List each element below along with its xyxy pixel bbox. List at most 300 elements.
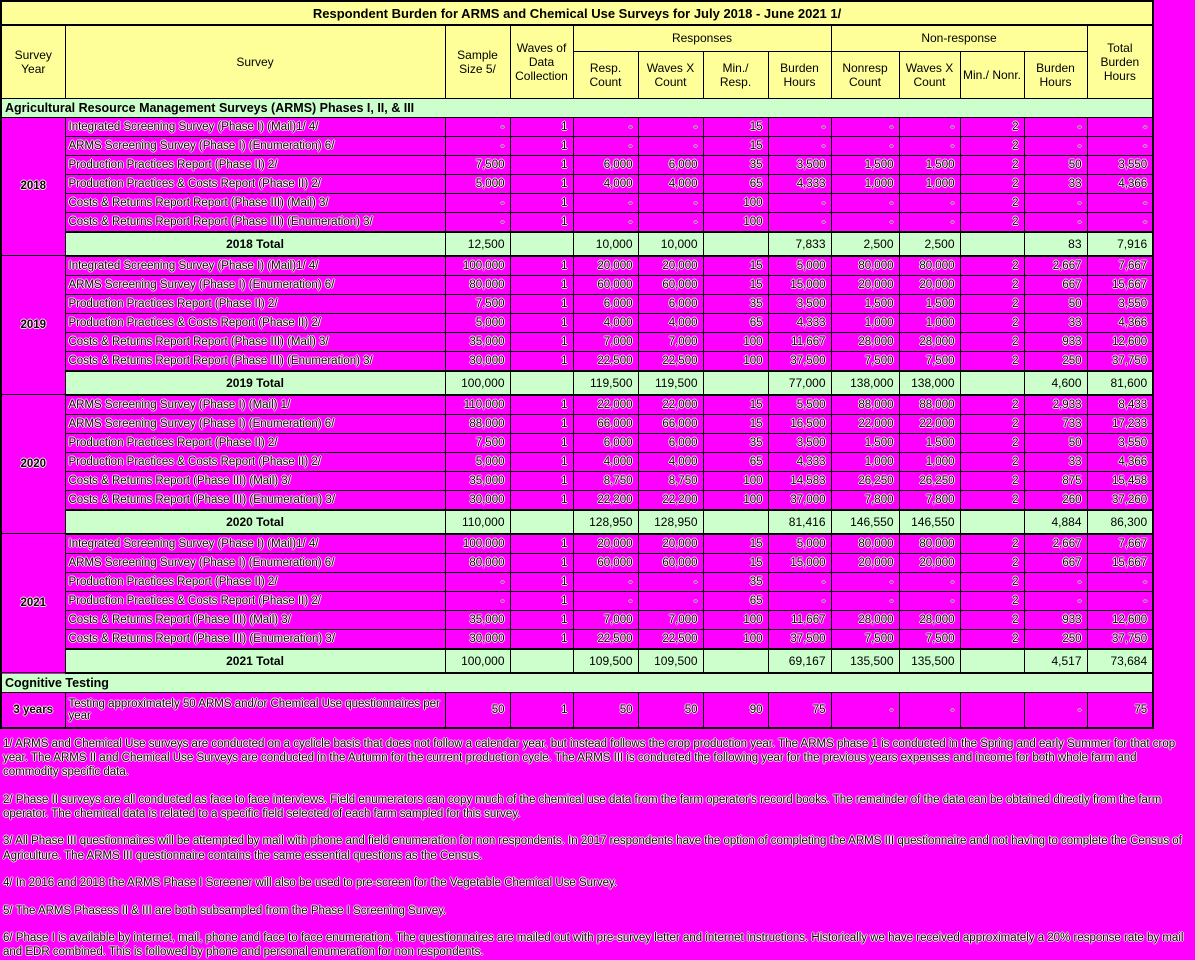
value-cell: - bbox=[445, 572, 510, 591]
value-cell: 20,000 bbox=[831, 275, 899, 294]
value-cell: - bbox=[573, 591, 638, 610]
value-cell: 733 bbox=[1024, 414, 1087, 433]
value-cell: - bbox=[638, 136, 703, 155]
survey-name-cell: Integrated Screening Survey (Phase I) (Mail)1/ 4/ bbox=[65, 256, 445, 276]
value-cell: 1 bbox=[510, 395, 573, 415]
value-cell: 100 bbox=[703, 212, 768, 232]
value-cell: 37,750 bbox=[1087, 629, 1153, 649]
value-cell: 35 bbox=[703, 155, 768, 174]
total-value-cell: 4,600 bbox=[1024, 371, 1087, 395]
value-cell: - bbox=[768, 193, 831, 212]
value-cell: 37,260 bbox=[1087, 490, 1153, 510]
total-value-cell bbox=[510, 510, 573, 534]
total-value-cell bbox=[510, 371, 573, 395]
value-cell: 1,500 bbox=[899, 155, 960, 174]
value-cell: 30,000 bbox=[445, 351, 510, 371]
value-cell: - bbox=[1024, 591, 1087, 610]
header-group-row bbox=[1, 25, 1153, 51]
value-cell: 7,000 bbox=[638, 332, 703, 351]
value-cell: 7,000 bbox=[573, 610, 638, 629]
value-cell: 15,458 bbox=[1087, 471, 1153, 490]
col-header-nonresp-burden-hours: Burden Hours bbox=[1024, 51, 1087, 98]
value-cell: 3,500 bbox=[768, 433, 831, 452]
value-cell: 88,000 bbox=[831, 395, 899, 415]
survey-name-cell: Integrated Screening Survey (Phase I) (Mail)1/ 4/ bbox=[65, 117, 445, 136]
value-cell: - bbox=[1024, 193, 1087, 212]
value-cell: 30,000 bbox=[445, 490, 510, 510]
total-value-cell bbox=[960, 371, 1024, 395]
value-cell: 65 bbox=[703, 591, 768, 610]
total-value-cell bbox=[510, 232, 573, 256]
value-cell: 2 bbox=[960, 174, 1024, 193]
value-cell: 1 bbox=[510, 591, 573, 610]
value-cell: 2,667 bbox=[1024, 534, 1087, 554]
value-cell: 28,000 bbox=[831, 610, 899, 629]
total-value-cell: 128,950 bbox=[638, 510, 703, 534]
value-cell: 3,500 bbox=[768, 294, 831, 313]
value-cell: 66,000 bbox=[638, 414, 703, 433]
total-label-cell: 2019 Total bbox=[65, 371, 445, 395]
value-cell: 4,000 bbox=[638, 313, 703, 332]
value-cell: 7,800 bbox=[899, 490, 960, 510]
value-cell: 22,000 bbox=[899, 414, 960, 433]
value-cell: - bbox=[831, 136, 899, 155]
survey-name-cell: Production Practices Report (Phase II) 2/ bbox=[65, 294, 445, 313]
value-cell: 22,000 bbox=[573, 395, 638, 415]
value-cell: - bbox=[899, 212, 960, 232]
survey-year-cell: 2020 bbox=[1, 395, 65, 534]
total-value-cell: 81,416 bbox=[768, 510, 831, 534]
col-header-min-nonr: Min./ Nonr. bbox=[960, 51, 1024, 98]
total-value-cell: 86,300 bbox=[1087, 510, 1153, 534]
value-cell: 1 bbox=[510, 433, 573, 452]
value-cell: 35 bbox=[703, 294, 768, 313]
total-value-cell: 2,500 bbox=[831, 232, 899, 256]
total-value-cell bbox=[960, 649, 1024, 673]
value-cell: 20,000 bbox=[573, 256, 638, 276]
survey-name-cell: Production Practices & Costs Report (Phase II) 2/ bbox=[65, 313, 445, 332]
value-cell: 667 bbox=[1024, 553, 1087, 572]
value-cell: 26,250 bbox=[899, 471, 960, 490]
value-cell: 1,500 bbox=[831, 433, 899, 452]
value-cell: - bbox=[638, 591, 703, 610]
value-cell: - bbox=[899, 193, 960, 212]
value-cell: 2 bbox=[960, 117, 1024, 136]
value-cell: 4,333 bbox=[768, 174, 831, 193]
value-cell: 20,000 bbox=[638, 256, 703, 276]
value-cell: 1,000 bbox=[831, 452, 899, 471]
survey-data-row bbox=[1, 212, 1153, 232]
value-cell: 2 bbox=[960, 256, 1024, 276]
value-cell: 88,000 bbox=[899, 395, 960, 415]
value-cell: 60,000 bbox=[638, 553, 703, 572]
footnote: 1/ ARMS and Chemical Use surveys are conducted on a cyclicle basis that does not follow a calendar year, but instead follows the crop production year. The ARMS phase 1 is conducted in the Spring and early Summer for that crop year. The ARMS II and Chemical Use Surveys are conducted in the Autumn for the current production cycle. The ARMS III is conducted the following year for the previous years expenses and income for both whole farm and commodity specific data. bbox=[3, 737, 1176, 779]
value-cell: 5,500 bbox=[768, 395, 831, 415]
survey-name-cell: Production Practices Report (Phase II) 2/ bbox=[65, 572, 445, 591]
survey-data-row bbox=[1, 136, 1153, 155]
year-total-row bbox=[1, 371, 1153, 395]
survey-year-cell: 2019 bbox=[1, 256, 65, 395]
survey-data-row bbox=[1, 117, 1153, 136]
value-cell: 80,000 bbox=[831, 534, 899, 554]
value-cell: 7,500 bbox=[445, 155, 510, 174]
survey-data-row bbox=[1, 591, 1153, 610]
value-cell: - bbox=[1087, 117, 1153, 136]
total-value-cell: 73,684 bbox=[1087, 649, 1153, 673]
survey-name-cell: Production Practices & Costs Report (Phase II) 2/ bbox=[65, 452, 445, 471]
value-cell: - bbox=[768, 136, 831, 155]
total-value-cell: 100,000 bbox=[445, 649, 510, 673]
value-cell: 1 bbox=[510, 471, 573, 490]
survey-name-cell: Integrated Screening Survey (Phase I) (Mail)1/ 4/ bbox=[65, 534, 445, 554]
value-cell: 65 bbox=[703, 313, 768, 332]
total-value-cell: 10,000 bbox=[638, 232, 703, 256]
value-cell: 1 bbox=[510, 136, 573, 155]
survey-name-cell: Production Practices Report (Phase II) 2/ bbox=[65, 433, 445, 452]
total-value-cell: 69,167 bbox=[768, 649, 831, 673]
total-value-cell bbox=[703, 371, 768, 395]
value-cell: 14,583 bbox=[768, 471, 831, 490]
value-cell: - bbox=[1024, 692, 1087, 728]
value-cell: 2 bbox=[960, 332, 1024, 351]
value-cell: - bbox=[831, 572, 899, 591]
value-cell: 60,000 bbox=[638, 275, 703, 294]
value-cell: 1 bbox=[510, 193, 573, 212]
value-cell: 1 bbox=[510, 629, 573, 649]
total-value-cell: 83 bbox=[1024, 232, 1087, 256]
value-cell: 12,600 bbox=[1087, 332, 1153, 351]
survey-data-row bbox=[1, 452, 1153, 471]
value-cell: 28,000 bbox=[899, 332, 960, 351]
value-cell: 2 bbox=[960, 136, 1024, 155]
value-cell: 2 bbox=[960, 414, 1024, 433]
value-cell: 1,500 bbox=[831, 294, 899, 313]
value-cell: 6,000 bbox=[573, 433, 638, 452]
value-cell: - bbox=[573, 117, 638, 136]
value-cell: 35 bbox=[703, 433, 768, 452]
value-cell: 1,500 bbox=[831, 155, 899, 174]
total-value-cell: 146,550 bbox=[899, 510, 960, 534]
value-cell: 12,600 bbox=[1087, 610, 1153, 629]
value-cell: 4,366 bbox=[1087, 174, 1153, 193]
value-cell: 37,750 bbox=[1087, 351, 1153, 371]
value-cell: 1,000 bbox=[831, 174, 899, 193]
value-cell: 11,667 bbox=[768, 332, 831, 351]
value-cell: 100 bbox=[703, 490, 768, 510]
value-cell: 100,000 bbox=[445, 534, 510, 554]
survey-name-cell: Costs & Returns Report Report (Phase III) (Enumeration) 3/ bbox=[65, 351, 445, 371]
total-value-cell: 10,000 bbox=[573, 232, 638, 256]
value-cell: 100 bbox=[703, 629, 768, 649]
value-cell: 3,550 bbox=[1087, 433, 1153, 452]
col-header-nonresp-count: Nonresp Count bbox=[831, 51, 899, 98]
value-cell: 6,000 bbox=[638, 433, 703, 452]
survey-name-cell: Production Practices & Costs Report (Phase II) 2/ bbox=[65, 591, 445, 610]
value-cell: 26,250 bbox=[831, 471, 899, 490]
footnote: 6/ Phase I is available by internet, mail, phone and face to face enumeration. The questionnaires are mailed out with pre-survey letter and internet instructions. Historically we have received approximately a 20% response rate by mail and EDR combined. This is followed by phone and personal enumeration for non respondents. bbox=[3, 931, 1184, 959]
value-cell: 5,000 bbox=[445, 452, 510, 471]
value-cell: - bbox=[445, 117, 510, 136]
value-cell: 100 bbox=[703, 610, 768, 629]
total-label-cell: 2020 Total bbox=[65, 510, 445, 534]
value-cell: 4,366 bbox=[1087, 313, 1153, 332]
value-cell: - bbox=[638, 572, 703, 591]
value-cell: - bbox=[831, 591, 899, 610]
survey-name-cell: ARMS Screening Survey (Phase I) (Enumeration) 6/ bbox=[65, 136, 445, 155]
footnote: 5/ The ARMS Phasess II & III are both subsampled from the Phase I Screening Survey. bbox=[3, 904, 447, 917]
value-cell: 1 bbox=[510, 294, 573, 313]
value-cell: - bbox=[1024, 117, 1087, 136]
value-cell: 15 bbox=[703, 136, 768, 155]
value-cell: 22,500 bbox=[573, 629, 638, 649]
value-cell: 88,000 bbox=[445, 414, 510, 433]
value-cell: 1 bbox=[510, 351, 573, 371]
value-cell: 1 bbox=[510, 610, 573, 629]
total-value-cell: 138,000 bbox=[899, 371, 960, 395]
value-cell: 7,667 bbox=[1087, 534, 1153, 554]
value-cell: 8,433 bbox=[1087, 395, 1153, 415]
total-value-cell: 128,950 bbox=[573, 510, 638, 534]
value-cell: 28,000 bbox=[899, 610, 960, 629]
total-label-cell: 2021 Total bbox=[65, 649, 445, 673]
survey-name-cell: Costs & Returns Report (Phase III) (Mail) 3/ bbox=[65, 610, 445, 629]
value-cell: 16,500 bbox=[768, 414, 831, 433]
value-cell: 15,000 bbox=[768, 275, 831, 294]
value-cell: 7,000 bbox=[638, 610, 703, 629]
value-cell: 50 bbox=[1024, 155, 1087, 174]
value-cell: 50 bbox=[445, 692, 510, 728]
footnote: 3/ All Phase III questionnaires will be attempted by mail with phone and field enumeration for non respondents. In 2017 respondents have the option of completing the ARMS III questionnaire and not having to complete the Census of Agriculture. The ARMS III questionnaire contains the same essential questions as the Census. bbox=[3, 835, 1182, 862]
col-group-responses: Responses bbox=[573, 25, 831, 51]
value-cell: 90 bbox=[703, 692, 768, 728]
value-cell: 1 bbox=[510, 414, 573, 433]
value-cell: - bbox=[1024, 572, 1087, 591]
value-cell: - bbox=[445, 212, 510, 232]
footnotes-section bbox=[0, 729, 1195, 960]
value-cell: 50 bbox=[573, 692, 638, 728]
value-cell: 933 bbox=[1024, 610, 1087, 629]
value-cell: - bbox=[768, 117, 831, 136]
value-cell: 7,500 bbox=[831, 351, 899, 371]
year-total-row bbox=[1, 232, 1153, 256]
value-cell: 5,000 bbox=[445, 313, 510, 332]
value-cell: 2 bbox=[960, 553, 1024, 572]
value-cell: 1 bbox=[510, 553, 573, 572]
survey-data-row bbox=[1, 433, 1153, 452]
value-cell: 7,500 bbox=[831, 629, 899, 649]
value-cell: 80,000 bbox=[445, 553, 510, 572]
survey-name-cell: Testing approximately 50 ARMS and/or Chemical Use questionnaires per year bbox=[65, 692, 445, 728]
value-cell: - bbox=[1024, 212, 1087, 232]
value-cell: 2 bbox=[960, 629, 1024, 649]
value-cell: 1 bbox=[510, 452, 573, 471]
survey-name-cell: Costs & Returns Report Report (Phase III) (Mail) 3/ bbox=[65, 332, 445, 351]
year-total-row bbox=[1, 649, 1153, 673]
survey-data-row bbox=[1, 490, 1153, 510]
value-cell: - bbox=[899, 136, 960, 155]
value-cell: 20,000 bbox=[831, 553, 899, 572]
value-cell: - bbox=[445, 193, 510, 212]
survey-data-row bbox=[1, 193, 1153, 212]
value-cell: 1 bbox=[510, 572, 573, 591]
value-cell: 60,000 bbox=[573, 553, 638, 572]
col-header-nonresp-waves-x-count: Waves X Count bbox=[899, 51, 960, 98]
value-cell: 75 bbox=[1087, 692, 1153, 728]
value-cell: 1 bbox=[510, 155, 573, 174]
value-cell: 250 bbox=[1024, 629, 1087, 649]
total-value-cell: 146,550 bbox=[831, 510, 899, 534]
value-cell: 60,000 bbox=[573, 275, 638, 294]
survey-name-cell: Production Practices & Costs Report (Phase II) 2/ bbox=[65, 174, 445, 193]
value-cell: 667 bbox=[1024, 275, 1087, 294]
value-cell: 7,800 bbox=[831, 490, 899, 510]
value-cell: 6,000 bbox=[573, 294, 638, 313]
value-cell: - bbox=[768, 591, 831, 610]
value-cell: 4,000 bbox=[573, 174, 638, 193]
survey-name-cell: Costs & Returns Report (Phase III) (Enumeration) 3/ bbox=[65, 490, 445, 510]
survey-data-row bbox=[1, 155, 1153, 174]
total-value-cell: 135,500 bbox=[831, 649, 899, 673]
total-value-cell: 81,600 bbox=[1087, 371, 1153, 395]
survey-data-row bbox=[1, 313, 1153, 332]
col-group-nonresponse: Non-response bbox=[831, 25, 1087, 51]
value-cell bbox=[960, 692, 1024, 728]
value-cell: 80,000 bbox=[831, 256, 899, 276]
survey-data-row bbox=[1, 351, 1153, 371]
total-value-cell: 4,884 bbox=[1024, 510, 1087, 534]
value-cell: 80,000 bbox=[899, 256, 960, 276]
survey-name-cell: Costs & Returns Report (Phase III) (Mail) 3/ bbox=[65, 471, 445, 490]
title-row bbox=[1, 1, 1153, 25]
value-cell: - bbox=[899, 117, 960, 136]
value-cell: 37,500 bbox=[768, 351, 831, 371]
col-header-survey: Survey bbox=[65, 25, 445, 98]
value-cell: - bbox=[1087, 591, 1153, 610]
section-header-label: Cognitive Testing bbox=[1, 673, 1153, 693]
value-cell: 4,366 bbox=[1087, 452, 1153, 471]
value-cell: 80,000 bbox=[899, 534, 960, 554]
value-cell: 15,000 bbox=[768, 553, 831, 572]
value-cell: 4,000 bbox=[573, 452, 638, 471]
value-cell: - bbox=[831, 193, 899, 212]
value-cell: 1,000 bbox=[831, 313, 899, 332]
value-cell: 2 bbox=[960, 275, 1024, 294]
value-cell: 4,333 bbox=[768, 313, 831, 332]
survey-name-cell: ARMS Screening Survey (Phase I) (Enumeration) 6/ bbox=[65, 414, 445, 433]
total-value-cell: 2,500 bbox=[899, 232, 960, 256]
value-cell: - bbox=[1087, 572, 1153, 591]
value-cell: 15 bbox=[703, 534, 768, 554]
value-cell: 6,000 bbox=[638, 294, 703, 313]
value-cell: 5,000 bbox=[768, 256, 831, 276]
value-cell: 15 bbox=[703, 117, 768, 136]
value-cell: 30,000 bbox=[445, 629, 510, 649]
value-cell: - bbox=[831, 212, 899, 232]
value-cell: 5,000 bbox=[768, 534, 831, 554]
value-cell: 100 bbox=[703, 351, 768, 371]
value-cell: - bbox=[445, 591, 510, 610]
value-cell: 1,000 bbox=[899, 452, 960, 471]
value-cell: 8,750 bbox=[573, 471, 638, 490]
col-header-min-resp: Min./ Resp. bbox=[703, 51, 768, 98]
value-cell: 22,000 bbox=[638, 395, 703, 415]
value-cell: 50 bbox=[1024, 433, 1087, 452]
value-cell: 7,500 bbox=[445, 294, 510, 313]
value-cell: 20,000 bbox=[899, 553, 960, 572]
value-cell: 100 bbox=[703, 332, 768, 351]
value-cell: - bbox=[831, 692, 899, 728]
value-cell: 17,233 bbox=[1087, 414, 1153, 433]
value-cell: 2 bbox=[960, 433, 1024, 452]
total-value-cell bbox=[703, 649, 768, 673]
value-cell: 2 bbox=[960, 591, 1024, 610]
value-cell: 20,000 bbox=[638, 534, 703, 554]
value-cell: 2,933 bbox=[1024, 395, 1087, 415]
section-header-label: Agricultural Resource Management Surveys (ARMS) Phases I, II, & III bbox=[1, 98, 1153, 117]
survey-data-row bbox=[1, 275, 1153, 294]
survey-name-cell: Costs & Returns Report Report (Phase III) (Mail) 3/ bbox=[65, 193, 445, 212]
value-cell: 1 bbox=[510, 212, 573, 232]
value-cell: 7,000 bbox=[573, 332, 638, 351]
value-cell: 7,500 bbox=[899, 629, 960, 649]
table-title: Respondent Burden for ARMS and Chemical Use Surveys for July 2018 - June 2021 1/ bbox=[1, 1, 1153, 25]
value-cell: 22,500 bbox=[638, 629, 703, 649]
survey-data-row bbox=[1, 572, 1153, 591]
survey-data-row bbox=[1, 471, 1153, 490]
col-header-resp-count: Resp. Count bbox=[573, 51, 638, 98]
value-cell: 50 bbox=[1024, 294, 1087, 313]
value-cell: - bbox=[899, 572, 960, 591]
value-cell: - bbox=[1087, 212, 1153, 232]
value-cell: 15,667 bbox=[1087, 275, 1153, 294]
value-cell: 7,667 bbox=[1087, 256, 1153, 276]
value-cell: 110,000 bbox=[445, 395, 510, 415]
col-header-sample-size: Sample Size 5/ bbox=[445, 25, 510, 98]
section-header-row bbox=[1, 98, 1153, 117]
value-cell: 2 bbox=[960, 610, 1024, 629]
survey-data-row bbox=[1, 610, 1153, 629]
footnote: 2/ Phase II surveys are all conducted as face to face interviews. Field enumerators can copy much of the chemical use data from the farm operator's record books. The remainder of the data can be obtained directly from the farm operator. The chemical data is related to a specific field selected of each farm sampled for this survey. bbox=[3, 793, 1162, 820]
survey-year-cell: 2018 bbox=[1, 117, 65, 256]
total-value-cell bbox=[960, 510, 1024, 534]
survey-name-cell: Costs & Returns Report Report (Phase III) (Enumeration) 3/ bbox=[65, 212, 445, 232]
value-cell: 4,000 bbox=[573, 313, 638, 332]
survey-data-row bbox=[1, 629, 1153, 649]
value-cell: 2 bbox=[960, 572, 1024, 591]
value-cell: 1 bbox=[510, 174, 573, 193]
total-value-cell: 138,000 bbox=[831, 371, 899, 395]
value-cell: - bbox=[573, 136, 638, 155]
value-cell: 11,667 bbox=[768, 610, 831, 629]
value-cell: 6,000 bbox=[573, 155, 638, 174]
total-label-cell: 2018 Total bbox=[65, 232, 445, 256]
value-cell: - bbox=[573, 212, 638, 232]
value-cell: 75 bbox=[768, 692, 831, 728]
value-cell: 875 bbox=[1024, 471, 1087, 490]
col-header-total-burden-hours: Total Burden Hours bbox=[1087, 25, 1153, 98]
value-cell: 65 bbox=[703, 452, 768, 471]
value-cell: 35,000 bbox=[445, 610, 510, 629]
value-cell: - bbox=[1087, 193, 1153, 212]
year-total-row bbox=[1, 510, 1153, 534]
value-cell: 4,000 bbox=[638, 452, 703, 471]
survey-name-cell: ARMS Screening Survey (Phase I) (Enumeration) 6/ bbox=[65, 553, 445, 572]
value-cell: 1 bbox=[510, 117, 573, 136]
value-cell: 20,000 bbox=[573, 534, 638, 554]
value-cell: 2 bbox=[960, 351, 1024, 371]
value-cell: 22,200 bbox=[573, 490, 638, 510]
value-cell: - bbox=[899, 591, 960, 610]
